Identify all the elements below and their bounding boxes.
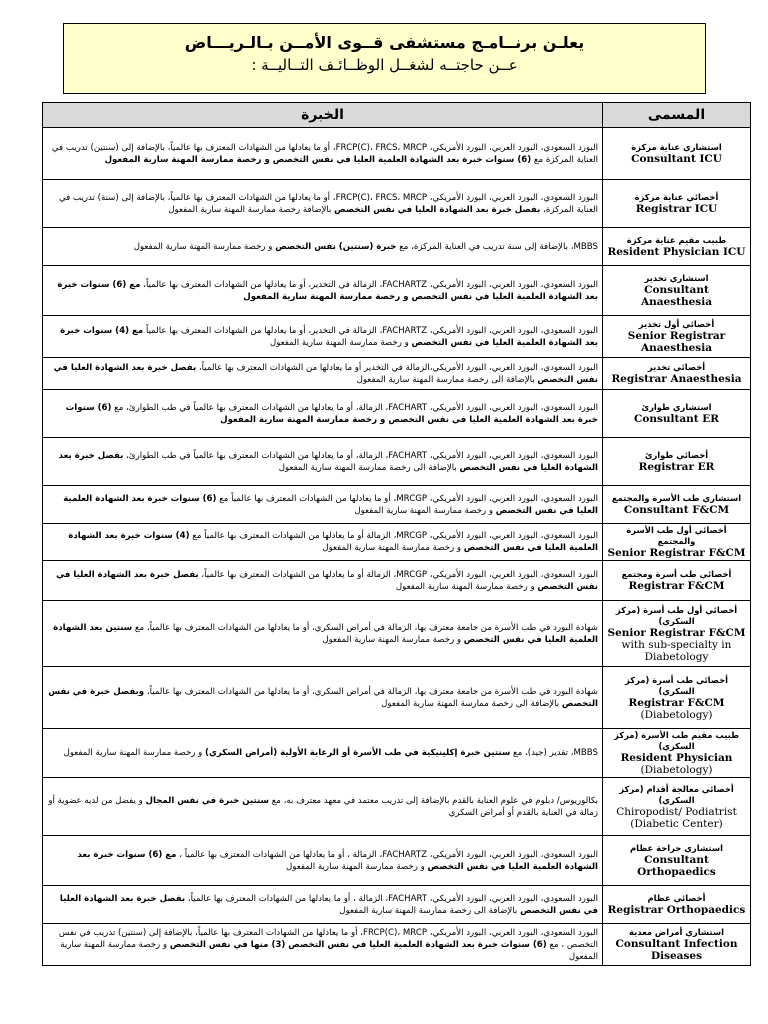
job-title-english: Registrar F&CM: [628, 696, 725, 709]
job-title-cell: [603, 524, 751, 561]
job-title-cell: [603, 438, 751, 486]
job-title-cell: [603, 778, 751, 836]
experience-highlight: مع (6) سنوات خبرة بعد الشهادة العلمية العليا في نفس التخصص: [77, 849, 598, 872]
experience-text: شهادة البورد في طب الأسرة من جامعة معترف بها، الزمالة في أمراض السكري، أو ما يعادلها من الشهادات المعترف بها عالمياً، مع: [132, 622, 598, 633]
experience-cell: [43, 601, 603, 667]
job-title-english: Registrar ER: [638, 461, 715, 473]
experience-text: و رخصة ممارسة المهنة سارية المفعول: [354, 505, 496, 516]
table-row: [43, 438, 751, 486]
experience-cell: [43, 128, 603, 180]
job-title-cell: [603, 836, 751, 886]
experience-text: البورد السعودي، البورد العربي، البورد الأمريكي، FACHART، الزمالة، أو ما يعادلها من الشهادات المعترف بها عالمياً في طب الطوارئ،: [123, 450, 598, 461]
experience-text: و يفضل من لديه عضوية أو زمالة في العناية بالقدم أو أمراض السكري: [48, 795, 598, 818]
job-title-arabic: أخصائي أول طب الأسرة والمجتمع: [626, 525, 727, 546]
experience-text: و رخصة ممارسة المهنة سارية المفعول: [133, 241, 276, 252]
experience-text: شهادة البورد في طب الأسرة من جامعة معترف بها، الزمالة في أمراض السكري، أو ما يعادلها من الشهادات المعترف بها عالمياً،: [144, 686, 598, 697]
experience-text: بالإضافة الى رخصة ممارسة المهنة سارية المفعول: [381, 698, 562, 709]
experience-cell: [43, 667, 603, 729]
experience-cell: [43, 729, 603, 778]
experience-highlight: وبفصل خبرة في نفس التخصص: [48, 686, 598, 709]
table-row: [43, 486, 751, 524]
experience-cell: [43, 486, 603, 524]
table-row: [43, 316, 751, 358]
table-row: [43, 266, 751, 316]
experience-cell: [43, 358, 603, 390]
job-title-cell: [603, 667, 751, 729]
experience-highlight: (6) سنوات خبرة بعد الشهادة العلمية العليا في نفس التخصص: [63, 493, 598, 516]
job-title-arabic: استشاري أمراض معدية: [629, 927, 724, 937]
experience-text: البورد السعودي، البورد العربي، البورد الأمريكي، FRCP(C)، FRCS، MRCP، أو ما يعادلها من الشهادات المعترف بها عالمياً، بالإضافة إلى (سنتين) تدريب في العناية المركزة مع: [51, 142, 598, 165]
experience-text: بالإضافة رخصة ممارسة المهنة سارية المفعول: [168, 204, 335, 215]
experience-text: و رخصة ممارسة المهنة سارية المفعول: [395, 581, 538, 592]
experience-highlight: بفصل خبرة بعد الشهادة العليا في نفس التخصص: [53, 362, 598, 385]
job-title-english: Senior Registrar Anaesthesia: [627, 330, 726, 354]
jobs-table: [42, 102, 751, 966]
job-title-cell: [603, 886, 751, 924]
job-title-arabic: أخصائي طوارئ: [644, 450, 709, 460]
job-title-arabic: أخصائي أول تخدير: [638, 319, 715, 329]
job-title-english: Resident Physician ICU: [607, 246, 746, 258]
job-title-english: Registrar Orthopaedics: [607, 904, 746, 916]
job-title-cell: [603, 358, 751, 390]
experience-text: بكالوريوس/ دبلوم في علوم العناية بالقدم بالإضافة إلى تدريب معتمد في معهد معترف به، مع: [268, 795, 598, 806]
experience-text: البورد السعودي، البورد العربي، البورد الأمريكي، FRCP(C)، MRCP، أو ما يعادلها من الشهادات المعترف بها عالمياً، بالإضافة إلى (سنتين) تدريب في نفس التخصص ، مع: [58, 927, 598, 950]
experience-text: و رخصة ممارسة المهنة سارية المفعول: [60, 939, 598, 962]
experience-highlight: (6) سنوات خبرة بعد الشهادة العلمية العليا في نفس التخصص و رخصة ممارسة المهنة سارية المفعول: [104, 154, 532, 165]
experience-highlight: بفصل خبرة بعد الشهادة العليا في نفس التخصص: [59, 893, 598, 916]
announcement-subheading: عــن حاجتــه لشغــل الوظــائـف التــاليــة :: [251, 56, 518, 74]
experience-text: و رخصة ممارسة المهنة سارية المفعول: [322, 543, 464, 553]
job-title-english: Senior Registrar F&CM: [607, 626, 746, 639]
job-title-arabic: استشاري تخدير: [644, 273, 709, 283]
experience-text: البورد السعودي، البورد العربي، البورد الأمريكي، FACHARTZ، الزمالة ، أو ما يعادلها من الشهادات المعترف بها عالمياً ،: [176, 849, 598, 860]
table-row: [43, 228, 751, 266]
experience-highlight: (6) سنوات خبرة بعد الشهادة العلمية العليا في نفس التخصص (3) منها في نفس التخصص: [169, 939, 547, 950]
job-title-cell: [603, 924, 751, 966]
experience-cell: [43, 390, 603, 438]
experience-cell: [43, 924, 603, 966]
experience-cell: [43, 524, 603, 561]
table-row: [43, 180, 751, 228]
table-row: [43, 128, 751, 180]
table-row: [43, 729, 751, 778]
job-title-cell: [603, 266, 751, 316]
experience-highlight: بفصل خبرة بعد الشهادة العليا في نفس التخصص: [56, 569, 598, 592]
job-title-english: Registrar ICU: [635, 203, 718, 215]
table-row: [43, 601, 751, 667]
experience-highlight: مع (6) سنوات خبرة بعد الشهادة العلمية العليا في نفس التخصص و رخصة ممارسة المهنة سارية المفعول: [57, 279, 598, 302]
job-title-arabic: أخصائي طب أسرة (مركز السكري): [625, 674, 728, 696]
job-title-arabic: طبيب مقيم عناية مركزة: [626, 235, 727, 245]
job-title-cell: [603, 180, 751, 228]
job-title-subspecialty: (Diabetology): [640, 764, 713, 776]
experience-text: البورد السعودي، البورد العربي، البورد الأمريكي، MRCGP، الزمالة أو ما يعادلها من الشهادات المعترف بها عالمياً،: [198, 569, 598, 580]
job-title-arabic: استشاري عناية مركزة: [631, 142, 722, 152]
job-title-arabic: استشاري طوارئ: [641, 402, 712, 412]
job-title-cell: [603, 128, 751, 180]
job-title-subspecialty: Chiropodist/ Podiatrist (Diabetic Center): [616, 805, 737, 830]
job-title-arabic: أخصائي طب أسرة ومجتمع: [621, 569, 732, 579]
experience-text: البورد السعودي، البورد العربي، البورد الأمريكي، FACHART، الزمالة، أو ما يعادلها من الشهادات المعترف بها عالمياً في طب الطوارئ، مع: [111, 402, 598, 413]
experience-text: بالإضافة الى رخصة ممارسة المهنة سارية المفعول: [278, 462, 460, 473]
table-row: [43, 836, 751, 886]
job-title-cell: [603, 486, 751, 524]
experience-text: البورد السعودي، البورد العربي، البورد الأمريكي،الزمالة في التخدير أو ما يعادلها من الشهادات المعترف بها عالمياً،: [196, 362, 598, 373]
job-title-english: Consultant ER: [633, 413, 720, 425]
table-row: [43, 390, 751, 438]
experience-text: MBBS، بالإضافة إلى سنة تدريب في العناية المركزة، مع: [396, 241, 598, 252]
table-header-row: [43, 103, 751, 128]
experience-text: و رخصة ممارسة المهنة سارية المفعول: [270, 337, 412, 348]
experience-text: و رخصة ممارسة المهنة سارية المفعول: [63, 748, 206, 758]
header-title: المسمى: [603, 103, 751, 128]
experience-highlight: مع (4) سنوات خبرة بعد الشهادة العلمية العليا في نفس التخصص: [60, 325, 598, 348]
experience-cell: [43, 561, 603, 601]
job-title-arabic: أخصائي عناية مركزة: [634, 192, 719, 202]
experience-highlight: (6) سنوات خبرة بعد الشهادة العلمية العليا في نفس التخصص و رخصة ممارسة المهنة سارية المفعول: [65, 402, 598, 425]
announcement-banner: [63, 23, 706, 94]
job-title-arabic: استشاري طب الأسرة والمجتمع: [611, 493, 742, 503]
table-row: [43, 886, 751, 924]
job-title-english: Resident Physician: [620, 752, 733, 764]
experience-highlight: سنتين بعد الشهادة العلمية العليا في نفس التخصص: [53, 622, 598, 645]
job-title-arabic: استشاري جراحة عظام: [630, 843, 723, 853]
experience-cell: [43, 438, 603, 486]
experience-text: البورد السعودي، البورد العربي، البورد الأمريكي، MRCGP، الزمالة أو ما يعادلها من الشهادات المعترف بها عالمياً مع: [189, 531, 598, 541]
table-row: [43, 524, 751, 561]
experience-text: و رخصة ممارسة المهنة سارية المفعول: [322, 634, 464, 645]
announcement-heading: يعلـن برنــامـج مستشفى قــوى الأمــن بـالـريـــاض: [184, 33, 585, 52]
experience-text: البورد السعودي، البورد العربي، البورد الأمريكي، FRCP(C)، FRCS، MRCP، أو ما يعادلها من الشهادات المعترف بها عالمياً، بالإضافة إلى (سنة) تدريب في العناية المركزة،: [59, 192, 598, 215]
job-title-cell: [603, 228, 751, 266]
table-row: [43, 778, 751, 836]
job-title-arabic: أخصائي أول طب أسرة (مركز السكري): [615, 604, 738, 626]
job-title-cell: [603, 729, 751, 778]
experience-text: بالإضافة الى رخصة ممارسة المهنة سارية المفعول: [339, 905, 521, 916]
experience-text: البورد السعودي، البورد العربي، البورد الأمريكي، FACHARTZ، الزمالة في التخدير، أو ما يعادلها من الشهادات المعترف بها عالمياً: [143, 325, 598, 336]
experience-cell: [43, 180, 603, 228]
job-title-cell: [603, 561, 751, 601]
job-title-english: Registrar F&CM: [628, 580, 725, 592]
experience-highlight: بفصل خبرة بعد الشهادة العليا في نفس التخصص: [334, 204, 541, 215]
experience-cell: [43, 836, 603, 886]
table-row: [43, 561, 751, 601]
job-title-cell: [603, 601, 751, 667]
experience-text: البورد السعودي، البورد العربي، البورد الأمريكي، FACHARTZ، الزمالة في التخدير، أو ما يعادلها من الشهادات المعترف بها عالمياً،: [140, 279, 598, 290]
experience-cell: [43, 316, 603, 358]
experience-text: MBBS، تقدير (جيد)، مع: [510, 748, 598, 758]
experience-highlight: بفصل خبرة بعد الشهادة العليا في نفس التخصص: [58, 450, 598, 473]
experience-cell: [43, 886, 603, 924]
job-title-cell: [603, 390, 751, 438]
experience-cell: [43, 228, 603, 266]
table-row: [43, 358, 751, 390]
experience-text: البورد السعودي، البورد العربي، البورد الأمريكي، FACHART، الزمالة ، أو ما يعادلها من الشهادات المعترف بها عالمياً،: [185, 893, 598, 904]
job-title-arabic: أخصائي معالجة أقدام (مركز السكري): [619, 783, 734, 805]
experience-highlight: سنتين خبرة إكلينيكية في طب الأسرة أو الرعاية الأولية (أمراض السكري): [205, 748, 511, 758]
experience-cell: [43, 266, 603, 316]
job-title-arabic: أخصائي عظام: [647, 893, 706, 903]
table-row: [43, 924, 751, 966]
job-title-english: Consultant F&CM: [623, 504, 730, 516]
experience-highlight: خبرة (سنتين) نفس التخصص: [275, 241, 397, 252]
job-title-subspecialty: with sub-specialty in Diabetology: [621, 638, 732, 663]
experience-text: و رخصة ممارسة المهنة سارية المفعول: [286, 861, 428, 872]
experience-highlight: (4) سنوات خبرة بعد الشهادة العلمية العليا في نفس التخصص: [68, 531, 598, 553]
job-title-english: Consultant Orthopaedics: [637, 854, 716, 878]
job-title-english: Registrar Anaesthesia: [611, 373, 742, 385]
experience-highlight: سنتين خبرة في نفس المجال: [145, 795, 269, 806]
job-title-english: Consultant ICU: [631, 153, 722, 165]
job-title-arabic: أخصائي تخدير: [647, 362, 706, 372]
job-title-subspecialty: (Diabetology): [640, 708, 713, 721]
experience-cell: [43, 778, 603, 836]
job-title-cell: [603, 316, 751, 358]
job-title-arabic: طبيب مقيم طب الأسرة (مركز السكري): [613, 730, 739, 751]
experience-text: البورد السعودي، البورد العربي، البورد الأمريكي، MRCGP، أو ما يعادلها من الشهادات المعترف بها عالمياً مع: [216, 493, 598, 504]
job-title-english: Consultant Infection Diseases: [615, 938, 738, 962]
header-experience: الخبرة: [43, 103, 603, 128]
experience-text: بالإضافة الى رخصة ممارسة المهنة سارية المفعول: [356, 374, 538, 385]
table-row: [43, 667, 751, 729]
job-title-english: Consultant Anaesthesia: [640, 284, 713, 308]
job-title-english: Senior Registrar F&CM: [607, 547, 746, 559]
